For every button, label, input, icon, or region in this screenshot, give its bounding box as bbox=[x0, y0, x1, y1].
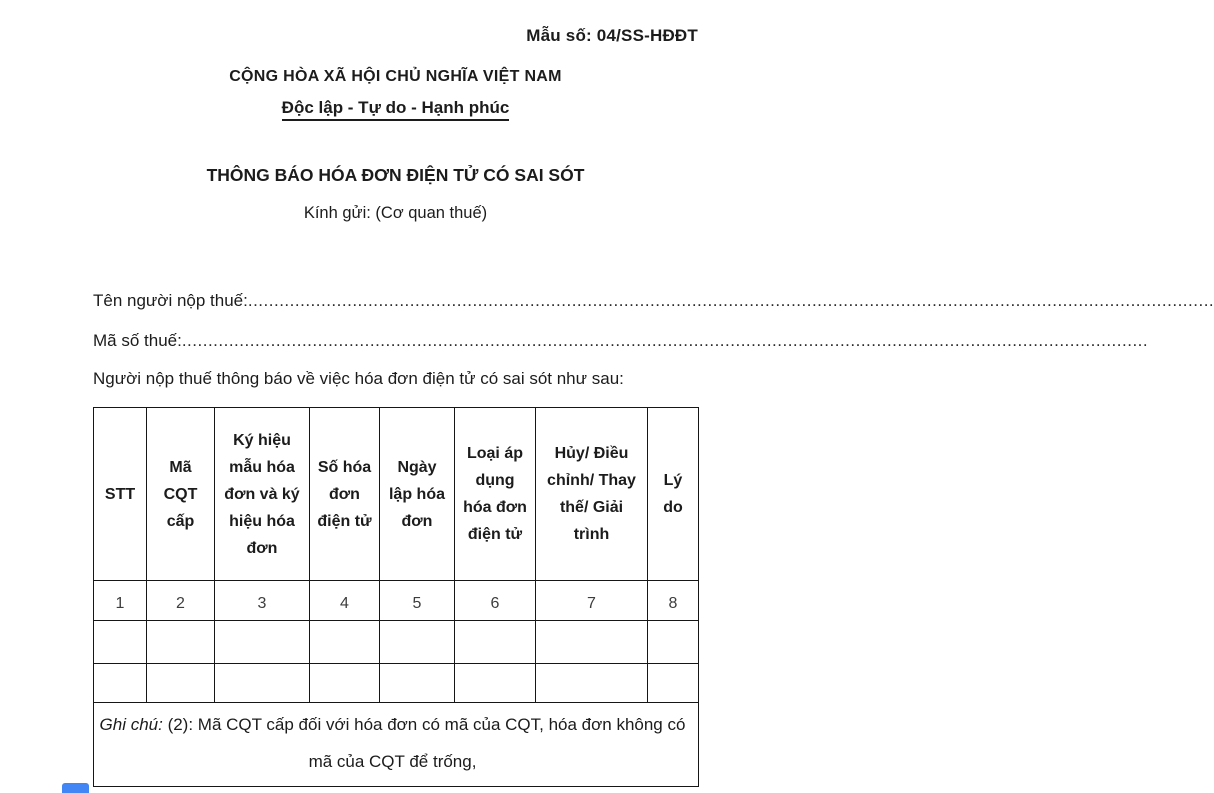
taxpayer-name-field bbox=[93, 291, 1214, 311]
intro-line: Người nộp thuế thông báo về việc hóa đơn điện tử có sai sót như sau: bbox=[93, 369, 624, 388]
header-stt: STT bbox=[94, 408, 147, 581]
empty-cell bbox=[310, 621, 380, 664]
empty-cell bbox=[536, 664, 648, 703]
tax-code-blank: ......................................................................................................................................................................................... bbox=[181, 331, 1149, 350]
empty-cell bbox=[310, 664, 380, 703]
national-motto-line1: CỘNG HÒA XÃ HỘI CHỦ NGHĨA VIỆT NAM bbox=[229, 68, 562, 85]
table-empty-row bbox=[94, 664, 699, 703]
empty-cell bbox=[215, 664, 310, 703]
empty-cell bbox=[215, 621, 310, 664]
document-title: THÔNG BÁO HÓA ĐƠN ĐIỆN TỬ CÓ SAI SÓT bbox=[206, 165, 585, 185]
national-motto-underlined: Độc lập - Tự do - Hạnh phúc bbox=[282, 98, 510, 121]
col-number: 1 bbox=[94, 581, 147, 621]
taxpayer-name-blank: ......................................................................................................................................................................................... bbox=[247, 291, 1214, 310]
tax-code-label: Mã số thuế: bbox=[93, 331, 182, 350]
column-number-row bbox=[94, 581, 699, 621]
header-so-hoa-don: Số hóa đơn điện tử bbox=[310, 408, 380, 581]
empty-cell bbox=[147, 621, 215, 664]
col-number: 6 bbox=[455, 581, 536, 621]
note-label: Ghi chú: bbox=[99, 715, 163, 734]
empty-cell bbox=[380, 664, 455, 703]
empty-cell bbox=[94, 621, 147, 664]
col-number: 3 bbox=[215, 581, 310, 621]
taxpayer-name-label: Tên người nộp thuế: bbox=[93, 291, 248, 310]
table-header-row bbox=[94, 408, 699, 581]
note-text: (2): Mã CQT cấp đối với hóa đơn có mã của CQT, hóa đơn không có mã của CQT để trống, bbox=[162, 715, 686, 771]
empty-cell bbox=[536, 621, 648, 664]
col-number: 4 bbox=[310, 581, 380, 621]
tax-code-field bbox=[93, 331, 1149, 351]
col-number: 8 bbox=[648, 581, 699, 621]
header-loai-ap-dung: Loại áp dụng hóa đơn điện tử bbox=[455, 408, 536, 581]
empty-cell bbox=[648, 621, 699, 664]
col-number: 7 bbox=[536, 581, 648, 621]
empty-cell bbox=[380, 621, 455, 664]
header-ngay-lap: Ngày lập hóa đơn bbox=[380, 408, 455, 581]
col-number: 5 bbox=[380, 581, 455, 621]
header-ky-hieu: Ký hiệu mẫu hóa đơn và ký hiệu hóa đơn bbox=[215, 408, 310, 581]
error-invoice-table bbox=[93, 407, 699, 787]
table-note-row bbox=[94, 703, 699, 787]
empty-cell bbox=[648, 664, 699, 703]
recipient-line: Kính gửi: (Cơ quan thuế) bbox=[303, 204, 488, 222]
col-number: 2 bbox=[147, 581, 215, 621]
note-cell bbox=[94, 703, 699, 787]
empty-cell bbox=[455, 621, 536, 664]
empty-cell bbox=[147, 664, 215, 703]
header-ly-do: Lý do bbox=[648, 408, 699, 581]
national-motto-line2 bbox=[93, 98, 698, 121]
table-empty-row bbox=[94, 621, 699, 664]
header-huy-dieu-chinh: Hủy/ Điều chỉnh/ Thay thế/ Giải trình bbox=[536, 408, 648, 581]
floating-widget-fragment[interactable] bbox=[62, 783, 89, 793]
empty-cell bbox=[455, 664, 536, 703]
header-ma-cqt-cap: Mã CQT cấp bbox=[147, 408, 215, 581]
form-number-label: Mẫu số: 04/SS-HĐĐT bbox=[526, 26, 698, 45]
empty-cell bbox=[94, 664, 147, 703]
